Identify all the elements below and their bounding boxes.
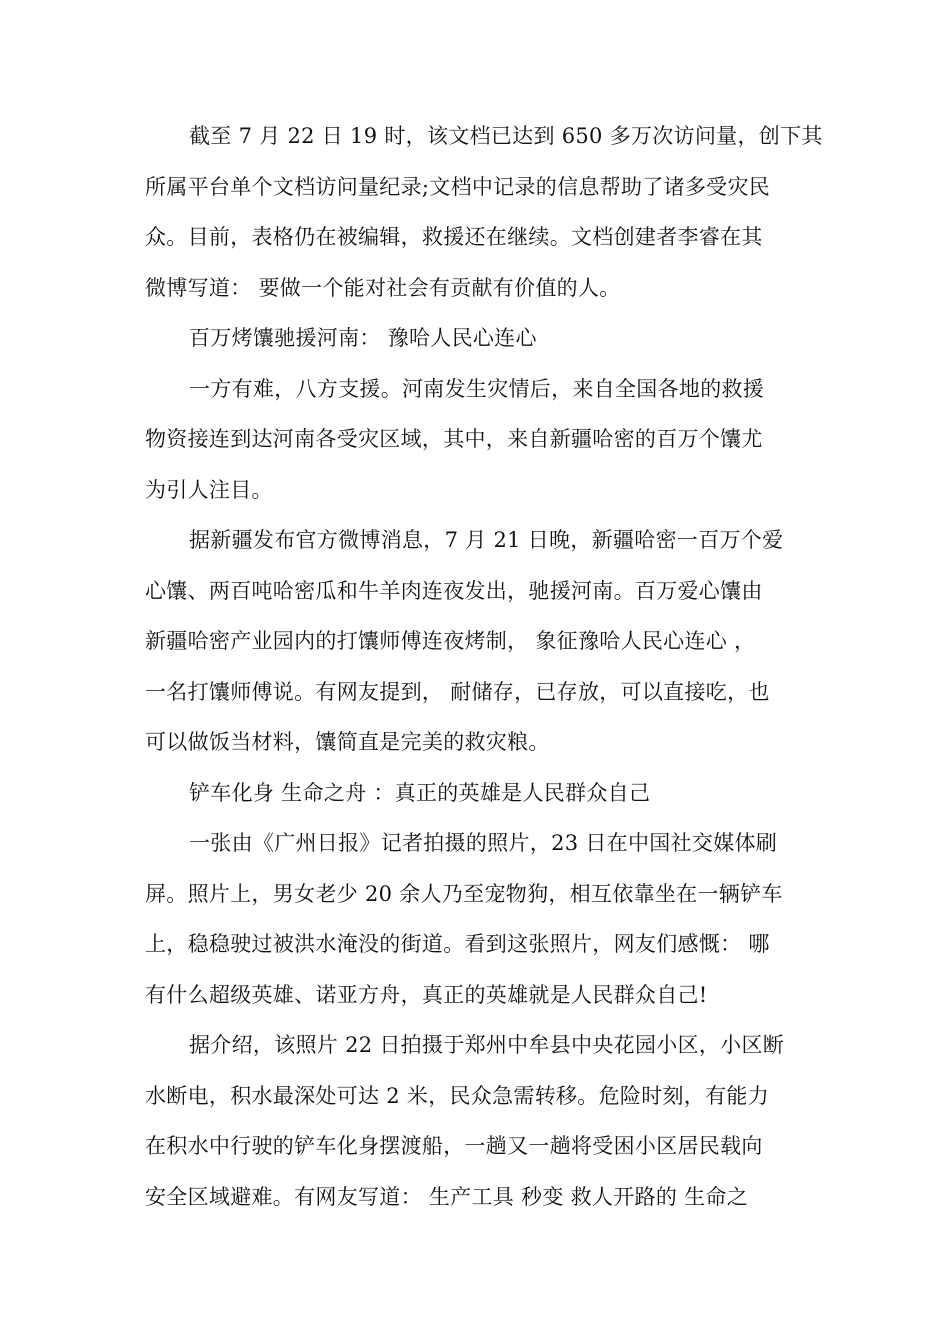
text-line: 一方有难，八方支援。河南发生灾情后，来自全国各地的救援 xyxy=(189,376,765,401)
paragraph-photo xyxy=(145,818,815,1020)
text-line: 据介绍，该照片 22 日拍摄于郑州中牟县中央花园小区，小区断 xyxy=(189,1033,785,1057)
text-line: 众。目前，表格仍在被编辑，救援还在继续。文档创建者李睿在其 xyxy=(145,225,763,249)
heading-loader-boat xyxy=(145,768,815,819)
text-line: 微博写道： 要做一个能对社会有贡献有价值的人。 xyxy=(145,275,621,300)
text-line: 所属平台单个文档访问量纪录;文档中记录的信息帮助了诸多受灾民 xyxy=(145,174,771,199)
text-line: 一名打馕师傅说。有网友提到， 耐储存，已存放，可以直接吃，也 xyxy=(145,679,770,704)
text-line: 安全区域避难。有网友写道： 生产工具 秒变 救人开路的 生命之 xyxy=(145,1184,748,1209)
paragraph-document-visits xyxy=(145,111,823,313)
text-line: 为引人注目。 xyxy=(145,477,273,502)
text-line: 水断电，积水最深处可达 2 米，民众急需转移。危险时刻，有能力 xyxy=(145,1083,770,1108)
paragraph-xinjiang-naan xyxy=(145,515,815,768)
text-line: 截至 7 月 22 日 19 时，该文档已达到 650 多万次访问量，创下其 xyxy=(189,124,823,148)
paragraph-zhongmou xyxy=(145,1020,815,1222)
text-line: 有什么超级英雄、诺亚方舟，真正的英雄就是人民群众自己! xyxy=(145,982,708,1007)
text-line: 一张由《广州日报》记者拍摄的照片，23 日在中国社交媒体刷 xyxy=(189,831,778,855)
document-body xyxy=(145,111,823,1222)
section-heading: 铲车化身 生命之舟 ：真正的英雄是人民群众自己 xyxy=(189,780,651,805)
text-line: 可以做饭当材料，馕简直是完美的救灾粮。 xyxy=(145,730,550,754)
text-line: 上，稳稳驶过被洪水淹没的街道。看到这张照片，网友们感慨： 哪 xyxy=(145,932,770,956)
heading-naan-support xyxy=(145,313,815,364)
text-line: 屏。照片上，男女老少 20 余人乃至宠物狗，相互依靠坐在一辆铲车 xyxy=(145,881,783,906)
text-line: 心馕、两百吨哈密瓜和牛羊肉连夜发出，驰援河南。百万爱心馕由 xyxy=(145,578,763,603)
paragraph-nationwide-aid xyxy=(145,364,815,516)
text-line: 新疆哈密产业园内的打馕师傅连夜烤制， 象征豫哈人民心连心 ， xyxy=(145,629,756,653)
section-heading: 百万烤馕驰援河南： 豫哈人民心连心 xyxy=(189,326,537,350)
text-line: 物资接连到达河南各受灾区域，其中，来自新疆哈密的百万个馕尤 xyxy=(145,427,763,451)
text-line: 在积水中行驶的铲车化身摆渡船，一趟又一趟将受困小区居民载向 xyxy=(145,1134,763,1158)
text-line: 据新疆发布官方微博消息，7 月 21 日晚，新疆哈密一百万个爱 xyxy=(189,528,784,552)
